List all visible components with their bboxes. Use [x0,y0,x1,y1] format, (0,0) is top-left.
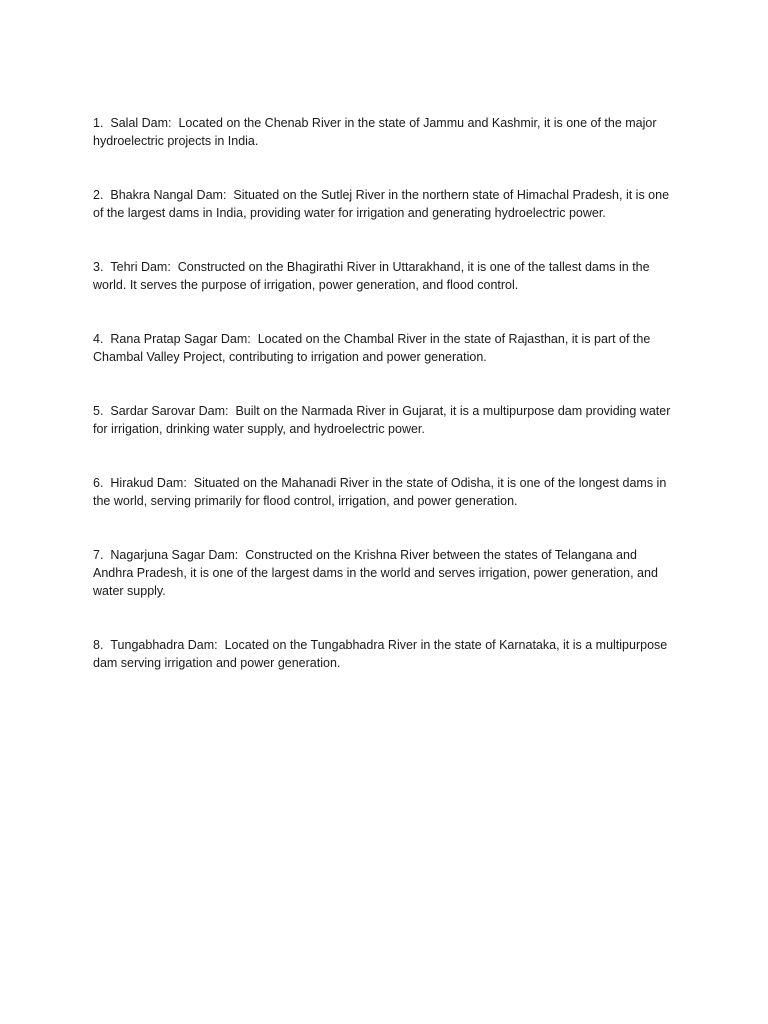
dam-description: Located on the Chambal River in the state of Rajasthan, it is part of the Chambal Valley Project, contributing to irrigation and power generation. [93,332,651,364]
dam-name: Tehri Dam: [110,260,171,274]
item-number: 6. [93,476,104,490]
item-number: 1. [93,116,104,130]
dam-name: Bhakra Nangal Dam: [110,188,227,202]
dam-description: Built on the Narmada River in Gujarat, it is a multipurpose dam providing water for irrigation, drinking water supply, and hydroelectric power. [93,404,671,436]
item-number: 2. [93,188,104,202]
dam-name: Tungabhadra Dam: [110,638,218,652]
item-number: 5. [93,404,104,418]
dam-name: Rana Pratap Sagar Dam: [110,332,251,346]
list-item [93,186,678,222]
item-number: 4. [93,332,104,346]
list-item [93,402,678,438]
dam-name: Hirakud Dam: [110,476,187,490]
dam-description: Constructed on the Bhagirathi River in Uttarakhand, it is one of the tallest dams in the world. It serves the purpose of irrigation, power generation, and flood control. [93,260,650,292]
dam-name: Sardar Sarovar Dam: [110,404,229,418]
dam-description: Located on the Tungabhadra River in the state of Karnataka, it is a multipurpose dam serving irrigation and power generation. [93,638,668,670]
dam-name: Salal Dam: [110,116,172,130]
item-number: 8. [93,638,104,652]
dam-description: Situated on the Sutlej River in the northern state of Himachal Pradesh, it is one of the largest dams in India, providing water for irrigation and generating hydroelectric power. [93,188,670,220]
list-item [93,546,678,600]
list-item [93,258,678,294]
dam-name: Nagarjuna Sagar Dam: [110,548,239,562]
dam-description: Located on the Chenab River in the state of Jammu and Kashmir, it is one of the major hydroelectric projects in India. [93,116,657,148]
dam-list [93,114,678,708]
dam-description: Constructed on the Krishna River between the states of Telangana and Andhra Pradesh, it is one of the largest dams in the world and serves irrigation, power generation, and water supply. [93,548,658,598]
list-item [93,114,678,150]
item-number: 7. [93,548,104,562]
list-item [93,636,678,672]
dam-description: Situated on the Mahanadi River in the state of Odisha, it is one of the longest dams in the world, serving primarily for flood control, irrigation, and power generation. [93,476,667,508]
item-number: 3. [93,260,104,274]
list-item [93,330,678,366]
list-item [93,474,678,510]
